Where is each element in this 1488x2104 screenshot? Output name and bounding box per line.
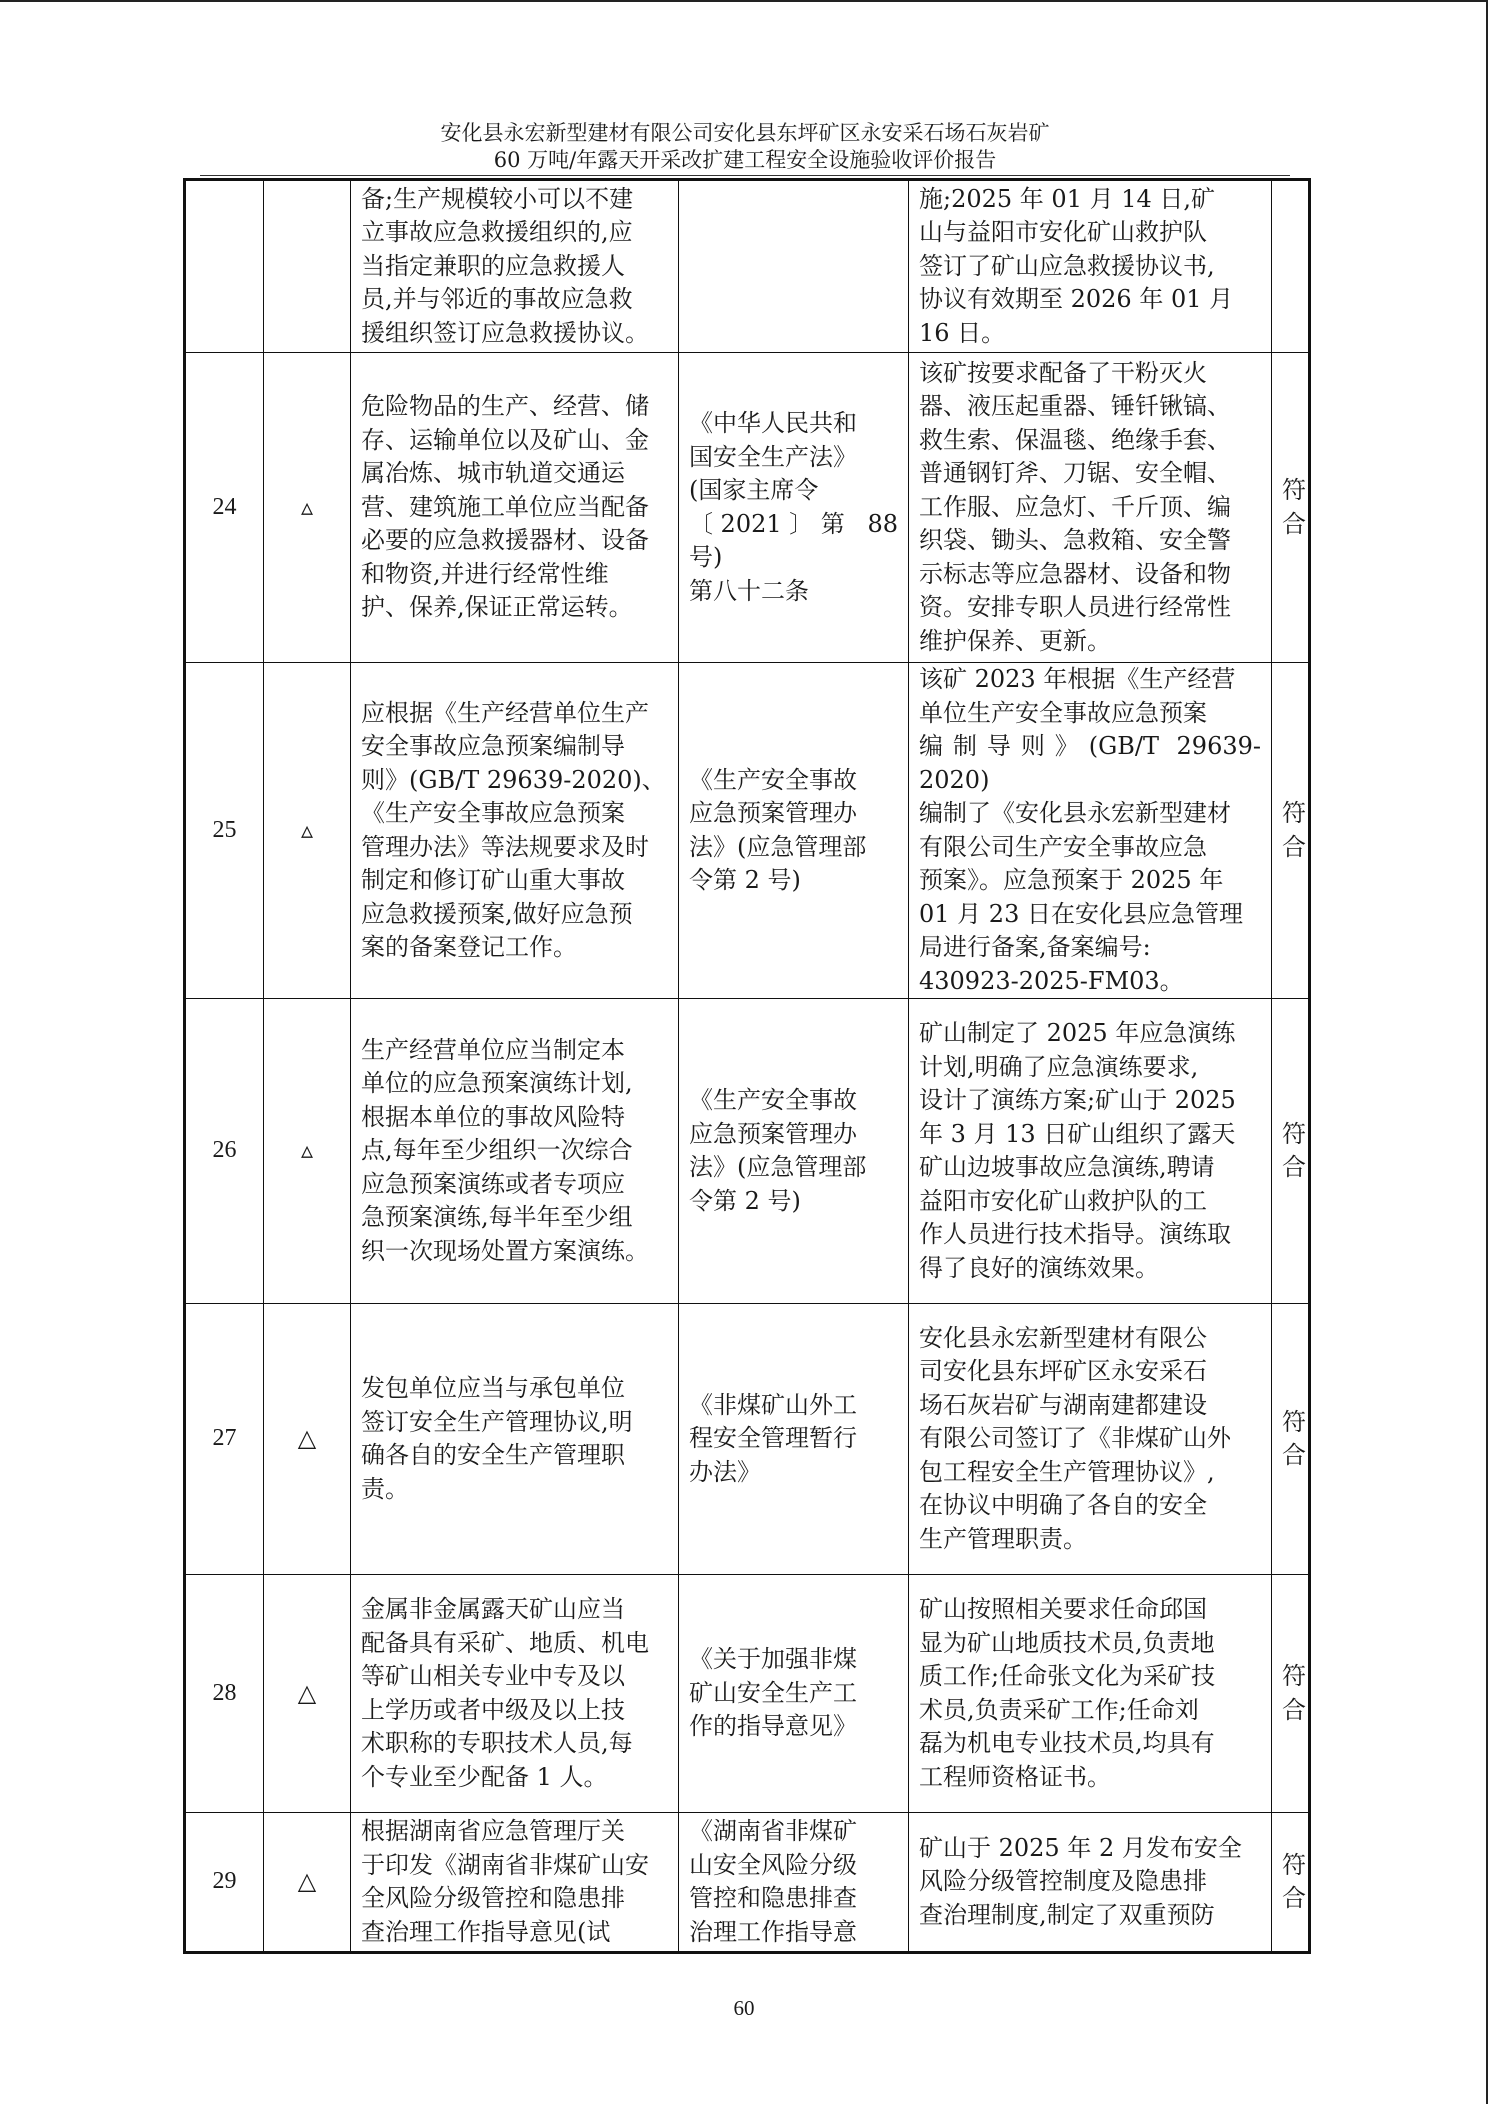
report-header — [200, 120, 1290, 174]
table-row — [185, 999, 1310, 1304]
basis-cell: 《中华人民共和 国安全生产法》 (国家主席令 〔2021〕第 88 号) 第八十二条 — [679, 353, 909, 663]
status-cell: 安化县永宏新型建材有限公 司安化县东坪矿区永安采石 场石灰岩矿与湖南建都建设 有限公司签订了《非煤矿山外 包工程安全生产管理协议》, 在协议中明确了各自的安全 生产管理职责。 — [909, 1304, 1272, 1575]
result-cell: 符合 — [1272, 1813, 1310, 1953]
table-row — [185, 1304, 1310, 1575]
row-mark: △ — [264, 1575, 351, 1813]
result-cell — [1272, 180, 1310, 353]
requirement-cell: 根据湖南省应急管理厅关 于印发《湖南省非煤矿山安 全风险分级管控和隐患排 查治理工作指导意见(试 — [351, 1813, 679, 1953]
requirement-cell: 应根据《生产经营单位生产 安全事故应急预案编制导 则》(GB/T 29639-2020)、 《生产安全事故应急预案 管理办法》等法规要求及时 制定和修订矿山重大事故 应急救援预案,做好应急预 案的备案登记工作。 — [351, 663, 679, 999]
table-row — [185, 1813, 1310, 1953]
requirement-cell: 生产经营单位应当制定本 单位的应急预案演练计划, 根据本单位的事故风险特 点,每年至少组织一次综合 应急预案演练或者专项应 急预案演练,每半年至少组 织一次现场处置方案演练。 — [351, 999, 679, 1304]
compliance-table — [183, 178, 1311, 1954]
requirement-cell: 金属非金属露天矿山应当 配备具有采矿、地质、机电 等矿山相关专业中专及以 上学历或者中级及以上技 术职称的专职技术人员,每 个专业至少配备 1 人。 — [351, 1575, 679, 1813]
result-cell: 符合 — [1272, 999, 1310, 1304]
page-number: 60 — [733, 1996, 755, 2020]
row-number: 28 — [185, 1575, 264, 1813]
row-mark: △ — [264, 1813, 351, 1953]
result-cell: 符合 — [1272, 1304, 1310, 1575]
table-row — [185, 180, 1310, 353]
table-row — [185, 353, 1310, 663]
row-number: 26 — [185, 999, 264, 1304]
page-border — [0, 0, 1488, 2]
header-rule — [200, 175, 1290, 176]
basis-cell — [679, 180, 909, 353]
status-cell: 矿山于 2025 年 2 月发布安全 风险分级管控制度及隐患排 查治理制度,制定了双重预防 — [909, 1813, 1272, 1953]
result-cell: 符合 — [1272, 663, 1310, 999]
row-mark — [264, 180, 351, 353]
row-mark: ▵ — [264, 663, 351, 999]
status-cell: 矿山按照相关要求任命邱国 显为矿山地质技术员,负责地 质工作;任命张文化为采矿技 术员,负责采矿工作;任命刘 磊为机电专业技术员,均具有 工程师资格证书。 — [909, 1575, 1272, 1813]
basis-cell: 《生产安全事故 应急预案管理办 法》(应急管理部 令第 2 号) — [679, 999, 909, 1304]
header-line-1: 安化县永宏新型建材有限公司安化县东坪矿区永安采石场石灰岩矿 — [440, 121, 1050, 145]
basis-cell: 《生产安全事故 应急预案管理办 法》(应急管理部 令第 2 号) — [679, 663, 909, 999]
row-number — [185, 180, 264, 353]
table-row — [185, 1575, 1310, 1813]
result-cell: 符合 — [1272, 1575, 1310, 1813]
row-number: 25 — [185, 663, 264, 999]
result-cell: 符合 — [1272, 353, 1310, 663]
basis-cell: 《关于加强非煤 矿山安全生产工 作的指导意见》 — [679, 1575, 909, 1813]
requirement-cell: 危险物品的生产、经营、储 存、运输单位以及矿山、金 属冶炼、城市轨道交通运 营、建筑施工单位应当配备 必要的应急救援器材、设备 和物资,并进行经常性维 护、保养,保证正常运转。 — [351, 353, 679, 663]
status-cell: 该矿 2023 年根据《生产经营 单位生产安全事故应急预案 编制导则》(GB/T 29639-2020) 编制了《安化县永宏新型建材 有限公司生产安全事故应急 预案》。应急预案于 2025 年 01 月 23 日在安化县应急管理 局进行备案,备案编号: 430923-2025-FM03。 — [909, 663, 1272, 999]
row-number: 29 — [185, 1813, 264, 1953]
status-cell: 该矿按要求配备了干粉灭火 器、液压起重器、锤钎锹镐、 救生索、保温毯、绝缘手套、 普通钢钉斧、刀锯、安全帽、 工作服、应急灯、千斤顶、编 织袋、锄头、急救箱、安全警 示标志等应急器材、设备和物 资。安排专职人员进行经常性 维护保养、更新。 — [909, 353, 1272, 663]
row-mark: ▵ — [264, 353, 351, 663]
status-cell: 矿山制定了 2025 年应急演练 计划,明确了应急演练要求, 设计了演练方案;矿山于 2025 年 3 月 13 日矿山组织了露天 矿山边坡事故应急演练,聘请 益阳市安化矿山救护队的工 作人员进行技术指导。演练取 得了良好的演练效果。 — [909, 999, 1272, 1304]
table-row — [185, 663, 1310, 999]
row-mark: △ — [264, 1304, 351, 1575]
row-number: 24 — [185, 353, 264, 663]
row-number: 27 — [185, 1304, 264, 1575]
row-mark: ▵ — [264, 999, 351, 1304]
requirement-cell: 发包单位应当与承包单位 签订安全生产管理协议,明 确各自的安全生产管理职 责。 — [351, 1304, 679, 1575]
requirement-cell: 备;生产规模较小可以不建 立事故应急救援组织的,应 当指定兼职的应急救援人 员,并与邻近的事故应急救 援组织签订应急救援协议。 — [351, 180, 679, 353]
header-line-2: 60 万吨/年露天开采改扩建工程安全设施验收评价报告 — [493, 148, 997, 172]
basis-cell: 《非煤矿山外工 程安全管理暂行 办法》 — [679, 1304, 909, 1575]
status-cell: 施;2025 年 01 月 14 日,矿 山与益阳市安化矿山救护队 签订了矿山应急救援协议书, 协议有效期至 2026 年 01 月 16 日。 — [909, 180, 1272, 353]
basis-cell: 《湖南省非煤矿 山安全风险分级 管控和隐患排查 治理工作指导意 — [679, 1813, 909, 1953]
